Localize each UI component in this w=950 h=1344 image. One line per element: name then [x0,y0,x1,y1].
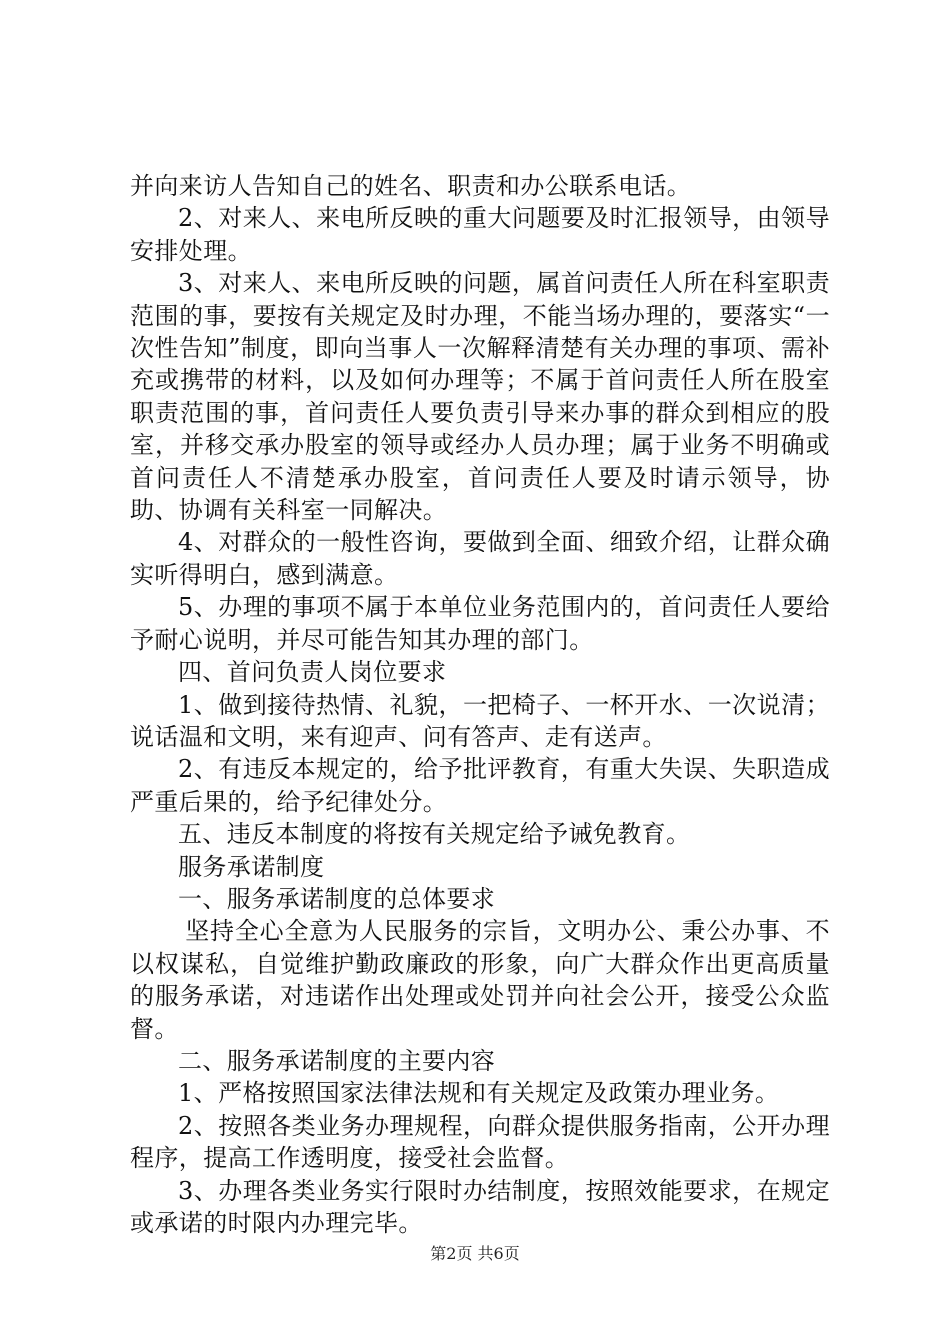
section-heading-4: 四、首问负责人岗位要求 [178,658,447,687]
document-body [130,170,830,1239]
document-subtitle: 服务承诺制度 [178,852,325,881]
paragraph-requirement-1: 1、做到接待热情、礼貌，一把椅子、一杯开水、一次说清；说话温和文明，来有迎声、问有答声、走有送声。 [130,690,830,751]
paragraph-continuation: 并向来访人告知自己的姓名、职责和办公联系电话。 [130,172,692,200]
paragraph-item-2: 2、对来人、来电所反映的重大问题要及时汇报领导，由领导安排处理。 [130,204,830,265]
paragraph-requirement-2: 2、有违反本规定的，给予批评教育，有重大失误、失职造成严重后果的，给予纪律处分。 [130,755,830,816]
page-number-footer: 第2页 共6页 [430,1244,520,1263]
paragraph-service-overview: 坚持全心全意为人民服务的宗旨，文明办公、秉公办事、不以权谋私，自觉维护勤政廉政的形象，向广大群众作出更高质量的服务承诺，对违诺作出处理或处罚并向社会公开，接受公众监督。 [130,917,830,1043]
paragraph-service-item-3: 3、办理各类业务实行限时办结制度，按照效能要求，在规定或承诺的时限内办理完毕。 [130,1176,830,1237]
section-heading-service-2: 二、服务承诺制度的主要内容 [178,1046,496,1075]
paragraph-item-5: 5、办理的事项不属于本单位业务范围内的，首问责任人要给予耐心说明，并尽可能告知其办理的部门。 [130,593,830,654]
paragraph-item-3: 3、对来人、来电所反映的问题，属首问责任人所在科室职责范围的事，要按有关规定及时办理，不能当场办理的，要落实“一次性告知”制度，即向当事人一次解释清楚有关办理的事项、需补充或携带的材料，以及如何办理等；不属于首问责任人所在股室职责范围的事，首问责任人要负责引导来办事的群众到相应的股室，并移交承办股室的领导或经办人员办理；属于业务不明确或首问责任人不清楚承办股室，首问责任人要及时请示领导，协助、协调有关科室一同解决。 [130,269,830,525]
section-heading-5: 五、违反本制度的将按有关规定给予诫免教育。 [178,820,691,849]
paragraph-service-item-1: 1、严格按照国家法律法规和有关规定及政策办理业务。 [178,1079,780,1108]
section-heading-service-1: 一、服务承诺制度的总体要求 [178,884,496,913]
paragraph-item-4: 4、对群众的一般性咨询，要做到全面、细致介绍，让群众确实听得明白，感到满意。 [130,528,830,589]
paragraph-service-item-2: 2、按照各类业务办理规程，向群众提供服务指南，公开办理程序，提高工作透明度，接受社会监督。 [130,1111,830,1173]
